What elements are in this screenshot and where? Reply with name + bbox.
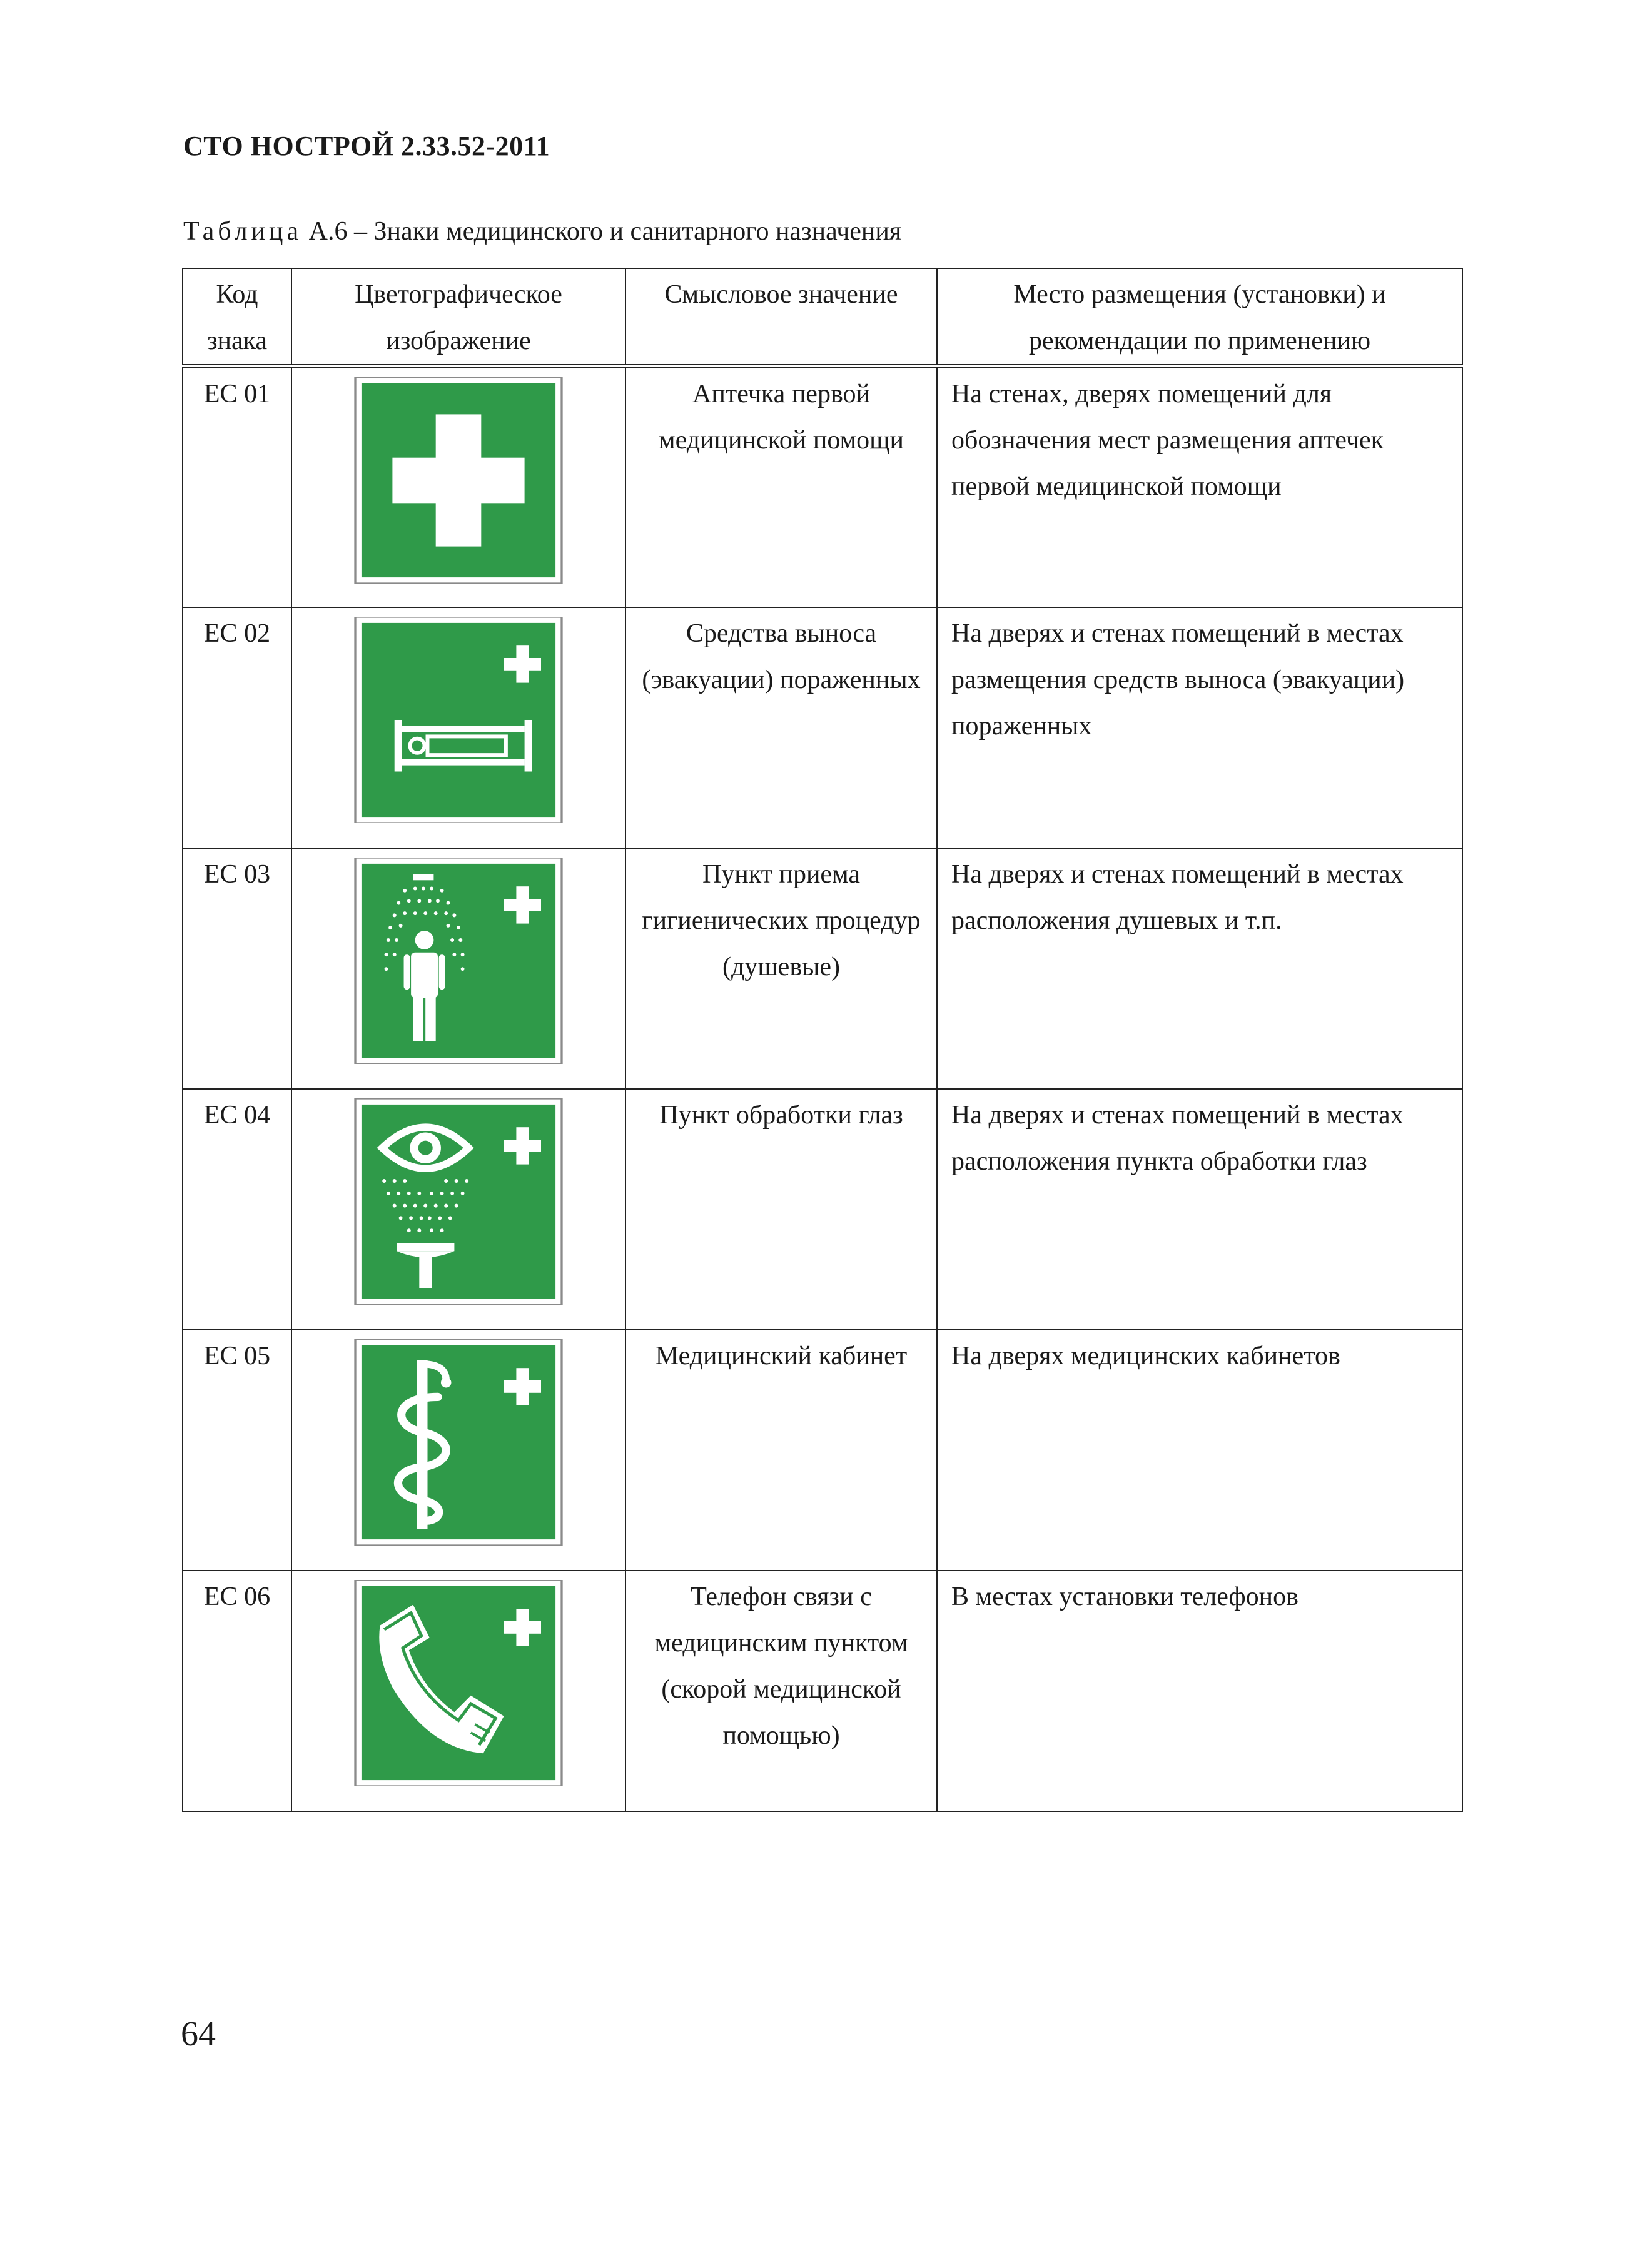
sign-image-cell — [291, 607, 625, 848]
table-row — [183, 1571, 1462, 1811]
sign-code: ЕС 04 — [183, 1089, 291, 1330]
sign-code: ЕС 05 — [183, 1330, 291, 1571]
sign-meaning: Пункт обработки глаз — [625, 1089, 937, 1330]
sign-placement: На стенах, дверях помещений для обозначения мест размещения аптечек первой медицинской помощи — [937, 367, 1462, 607]
table-row — [183, 1330, 1462, 1571]
table-row — [183, 1089, 1462, 1330]
sign-placement: В местах установки телефонов — [937, 1571, 1462, 1811]
column-header-meaning: Смысловое значение — [625, 268, 937, 367]
table-header-row — [183, 268, 1462, 367]
signs-table — [182, 268, 1463, 1812]
sign-placement: На дверях медицинских кабинетов — [937, 1330, 1462, 1571]
sign-image-cell — [291, 1571, 625, 1811]
eye-wash-icon — [352, 1098, 565, 1305]
column-header-image: Цветографическое изображение — [291, 268, 625, 367]
sign-meaning: Телефон связи с медицинским пунктом (скорой медицинской помощью) — [625, 1571, 937, 1811]
emergency-phone-icon — [352, 1580, 565, 1786]
sign-meaning: Медицинский кабинет — [625, 1330, 937, 1571]
sign-code: ЕС 03 — [183, 848, 291, 1089]
page-number: 64 — [181, 2015, 216, 2053]
column-header-code: Код знака — [183, 268, 291, 367]
document-header: СТО НОСТРОЙ 2.33.52-2011 — [183, 131, 550, 161]
caption-prefix: Таблица — [183, 217, 303, 246]
sign-code: ЕС 01 — [183, 367, 291, 607]
sign-meaning: Аптечка первой медицинской помощи — [625, 367, 937, 607]
sign-image-cell — [291, 1089, 625, 1330]
table-row — [183, 607, 1462, 848]
sign-image-cell — [291, 1330, 625, 1571]
first-aid-cross-icon — [352, 377, 565, 584]
sign-meaning: Пункт приема гигиенических процедур (душевые) — [625, 848, 937, 1089]
sign-meaning: Средства выноса (эвакуации) пораженных — [625, 607, 937, 848]
stretcher-icon — [352, 617, 565, 823]
sign-code: ЕС 02 — [183, 607, 291, 848]
sign-image-cell — [291, 367, 625, 607]
sign-placement: На дверях и стенах помещений в местах размещения средств выноса (эвакуации) пораженных — [937, 607, 1462, 848]
table-row — [183, 848, 1462, 1089]
table-caption — [183, 216, 901, 246]
sign-code: ЕС 06 — [183, 1571, 291, 1811]
sign-placement: На дверях и стенах помещений в местах расположения пункта обработки глаз — [937, 1089, 1462, 1330]
column-header-placement: Место размещения (установки) и рекомендации по применению — [937, 268, 1462, 367]
emergency-shower-icon — [352, 858, 565, 1064]
medical-staff-icon — [352, 1339, 565, 1546]
table-row — [183, 367, 1462, 607]
caption-text: А.6 – Знаки медицинского и санитарного назначения — [302, 217, 902, 246]
sign-placement: На дверях и стенах помещений в местах расположения душевых и т.п. — [937, 848, 1462, 1089]
sign-image-cell — [291, 848, 625, 1089]
